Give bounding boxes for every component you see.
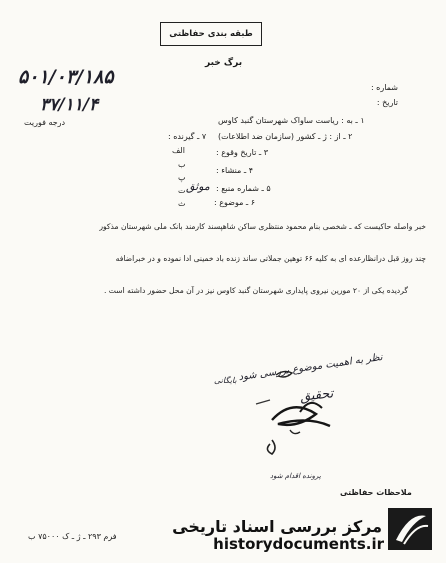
field-source-no: ۵ ـ شماره منبع :	[216, 184, 271, 193]
body-line-3: گردیده یکی از ۲۰ مورین نیروی پایداری شهرستان گنبد کاوس نیز در آن محل حضور داشته است .	[103, 286, 408, 295]
field-to: ۱ ـ به : ریاست ساواک شهرستان گنبد کاوس	[218, 116, 365, 125]
field-event-date: ۳ ـ تاریخ وقوع :	[216, 148, 269, 157]
handwritten-note-1: نظر به اهمیت موضوع بررسی شود	[237, 351, 384, 384]
priority-label: درجه فوریت	[24, 118, 66, 127]
source-value: موثق	[186, 180, 210, 193]
handwritten-number: ۵۰۱/۰۳/۱۸۵	[18, 66, 114, 88]
recipient-d: ت	[178, 186, 186, 195]
date-label: تاریخ :	[376, 98, 398, 107]
body-line-1: خبر واصله حاکیست که ـ شخصی بنام محمود منتظری ساکن شاهپسند کارمند بانک ملی شهرستان مذکور	[99, 222, 426, 231]
field-from: ۲ ـ از : ژ ـ کشور (سازمان ضد اطلاعات)	[218, 132, 353, 141]
handwritten-date: ۳۷/۱۱/۴	[40, 95, 99, 115]
handwritten-note-2: تحقیق	[299, 386, 335, 405]
handwritten-note-4: پرونده اقدام شود	[270, 472, 321, 480]
body-line-2: چند روز قبل درانظارعده ای به کلیه ۶۶ توهین جملاتی ساند زنده باد خمینی ادا نموده و در خبراضافه	[115, 254, 426, 263]
field-origin: ۴ ـ منشاء :	[216, 166, 253, 175]
handwritten-note-3: بایگانی	[214, 376, 237, 385]
field-subject: ۶ ـ موضوع :	[214, 198, 256, 207]
form-code: فرم ۲۹۳ ـ ژ ـ ک ۷۵۰۰۰ ب	[28, 532, 117, 541]
watermark-site: historydocuments.ir	[213, 535, 384, 553]
remarks-label: ملاحظات حفاظتی	[340, 488, 412, 497]
classification-label: طبقه بندی حفاظتی	[169, 29, 253, 39]
recipient-a: الف	[172, 146, 185, 155]
form-title: برگ خبر	[205, 58, 243, 68]
field-recipients: ۷ ـ گیرنده :	[168, 132, 207, 141]
watermark-brand: مرکز بررسی اسناد تاریخی	[172, 517, 382, 536]
recipient-e: ث	[178, 199, 186, 208]
number-label: شماره :	[370, 83, 398, 92]
recipient-c: پ	[178, 173, 186, 182]
recipient-b: ب	[178, 160, 186, 169]
